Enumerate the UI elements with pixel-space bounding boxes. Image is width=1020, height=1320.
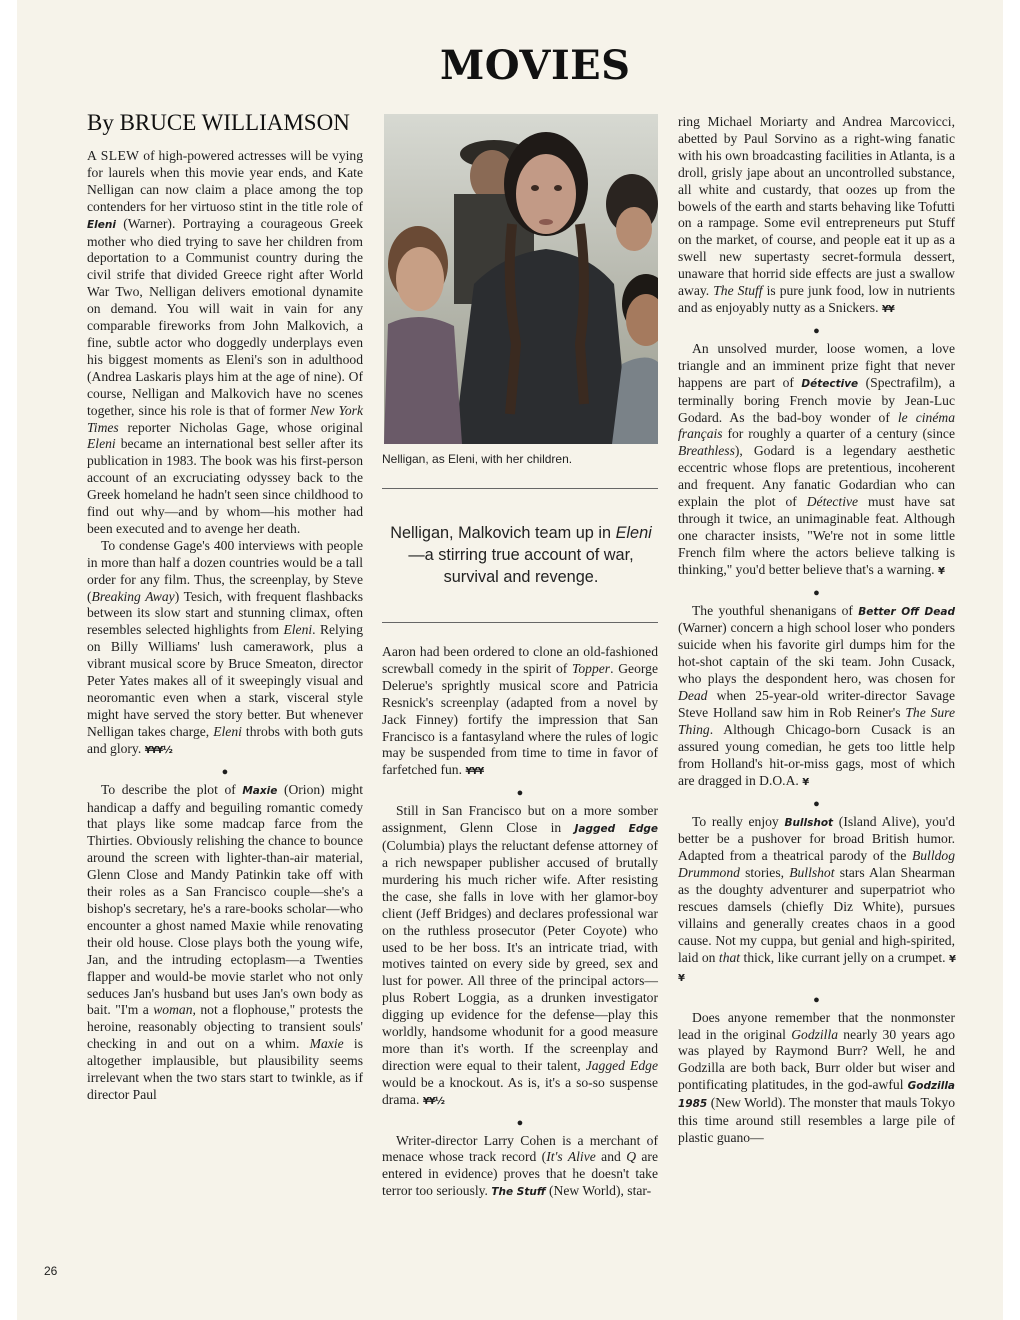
film-still-photo bbox=[384, 114, 658, 444]
paragraph-the-stuff-cont: ring Michael Moriarty and Andrea Marcovicci, abetted by Paul Sorvino as a right-wing fanatic with his own broadcasting facilities in Atlanta, is a droll, grisly jape about an uncontrolled substance, all white and custardy, that oozes up from the bowels of the earth and starts behaving like Tofutti on a rampage. Some evil entrepreneurs put Stuff on the market, of course, and people eat it up as a swell new supertasty secret-formula dessert, unaware that horrid side effects are just a swallow away. The Stuff is pure junk food, low in nutrients and as enjoyably nutty as a Snickers. ¥¥ bbox=[678, 114, 955, 315]
paragraph-the-stuff: Writer-director Larry Cohen is a merchant of menace whose track record (It's Alive and Q are entered in evidence) proves that he doesn't take terror too seriously. The Stuff (New World), star- bbox=[382, 1132, 658, 1199]
rating-icon: ¥ bbox=[937, 565, 944, 577]
byline: By BRUCE WILLIAMSON bbox=[87, 110, 350, 135]
section-header: MOVIES bbox=[440, 42, 631, 89]
paragraph-jagged-edge: Still in San Francisco but on a more somber assignment, Glenn Close in Jagged Edge (Columbia) plays the reluctant defense attorney of a rich newspaper publisher accused of brutally murdering his much richer wife. After resisting the case, she falls in love with her glamor-boy client (Jeff Bridges) and declares professional war on the ruthless prosecutor (Peter Coyote) who used to be her boss. It's an intricate triad, with motives tainted on every side by greed, sex and lust for power. All three of the principal actors—plus Robert Loggia, as a drunken investigator digging up evidence for the defense—play this worldly, handsome whodunit for a good measure more than it's worth. If the screenplay and direction were equal to their talent, Jagged Edge would be a knockout. As is, it's a so-so suspense drama. ¥¥½ bbox=[382, 803, 658, 1107]
rating-icon: ¥¥½ bbox=[422, 1095, 445, 1107]
column-3 bbox=[678, 114, 955, 1147]
paragraph-maxie-cont: Aaron had been ordered to clone an old-fashioned screwball comedy in the spirit of Topper. George Delerue's sprightly musical score and Patricia Resnick's screenplay (adapted from a novel by Jack Finney) fortify the impression that San Francisco is a fantasyland where the rules of logic may be suspended from time to time in favor of farfetched fun. ¥¥¥ bbox=[382, 644, 658, 778]
paragraph-eleni: A SLEW of high-powered actresses will be vying for laurels when this movie year ends, and Kate Nelligan can now claim a place among the top contenders for her virtuoso stint in the title role of Eleni (Warner). Portraying a courageous Greek mother who died trying to save her children from deportation to a Communist country during the civil strife that divided Greece right after World War Two, Nelligan delivers emotional dynamite on demand. You will wait in vain for any comparable fireworks from John Malkovich, a fine, subtle actor who doggedly underplays even his biggest moments as Eleni's son in adulthood (Andrea Laskaris plays him at the age of nine). Of course, Nelligan and Malkovich have no scenes together, since his role is that of former New York Times reporter Nicholas Gage, whose original Eleni became an international best seller after its publication in 1983. The book was his first-person account of an excruciating odyssey back to the Greek homeland he hadn't seen since childhood to find out why—and by whom—his mother had been executed and to avenge her death. bbox=[87, 148, 363, 536]
section-separator: ● bbox=[813, 797, 820, 810]
film-still-illustration bbox=[384, 114, 658, 444]
rating-icon: ¥¥¥½ bbox=[144, 744, 172, 756]
column-2 bbox=[382, 644, 658, 1201]
paragraph-bullshot: To really enjoy Bullshot (Island Alive), you'd better be a pushover for broad British humor. Adapted from a theatrical parody of the Bulldog Drummond stories, Bullshot stars Alan Shearman as the doughty adventurer and superpatriot who rescues damsels (chiefly Diz White), pursues villains and generally creates chaos in a good cause. Not my cuppa, but genial and high-spirited, laid on that thick, like currant jelly on a crumpet. ¥¥ bbox=[678, 813, 955, 984]
section-separator: ● bbox=[813, 324, 820, 337]
photo-caption: Nelligan, as Eleni, with her children. bbox=[382, 452, 573, 466]
pullquote-rule-bottom bbox=[382, 622, 658, 623]
pullquote: Nelligan, Malkovich team up in Eleni—a stirring true account of war, survival and revenge. bbox=[390, 524, 652, 586]
pullquote-rule-top bbox=[382, 488, 658, 489]
rating-icon: ¥¥¥ bbox=[465, 766, 484, 778]
paragraph-godzilla: Does anyone remember that the nonmonster lead in the original Godzilla nearly 30 years ago was played by Raymond Burr? Well, he and Godzilla are both back, Burr older but wiser and pontificating platitudes, in the god-awful Godzilla 1985 (New World). The monster that mauls Tokyo this time around still resembles a large pile of plastic guano— bbox=[678, 1009, 955, 1145]
section-separator: ● bbox=[516, 787, 524, 800]
section-separator: ● bbox=[516, 1116, 524, 1129]
paragraph-detective: An unsolved murder, loose women, a love triangle and an imminent prize fight that never happens are part of Détective (Spectrafilm), a terminally boring French movie by Jean-Luc Godard. As the bad-boy wonder of le cinéma français for roughly a quarter of a century (since Breathless), Godard is a legendary aesthetic eccentric whose flops are pretentious, incoherent and frequent. Any fanatic Godardian who can explain the plot of Détective must have sat through it twice, an unimaginable feat. Although one character insists, "We're not in some little French film where the actors believe talking is thinking," you'd better believe that's a warning. ¥ bbox=[678, 340, 955, 577]
page-number: 26 bbox=[44, 1264, 58, 1278]
rating-icon: ¥¥ bbox=[678, 953, 955, 984]
paragraph-better-off-dead: The youthful shenanigans of Better Off Dead (Warner) concern a high school loser who ponders suicide when his favorite girl dumps him for the hot-shot captain of the ski team. John Cusack, who plays the despondent hero, was chosen for Dead when 25-year-old writer-director Savage Steve Holland saw him in Rob Reiner's The Sure Thing. Although Chicago-born Cusack is an assured young comedian, he gets too little help from Holland's hit-or-miss gags, most of which are dragged in D.O.A. ¥ bbox=[678, 602, 956, 788]
paragraph-eleni-2: To condense Gage's 400 interviews with people in more than half a dozen countries would be a tall order for any film. Thus, the screenplay, by Steve (Breaking Away) Tesich, with frequent flashbacks between its slow start and stunning climax, often resembles selected highlights from Eleni. Relying on Billy Williams' lush camerawork, plus a vibrant musical score by Bruce Smeaton, director Peter Yates makes all of it sweepingly visual and neoromantic even when a stark, visceral style might have served the story better. But whenever Nelligan takes charge, Eleni throbs with both guts and glory. ¥¥¥½ bbox=[87, 537, 363, 756]
paragraph-maxie: To describe the plot of Maxie (Orion) might handicap a daffy and beguiling romantic comedy that plays like some madcap farce from the Thirties. Obviously relishing the chance to bounce around the screen with lighter-than-air material, Glenn Close and Mandy Patinkin take off with their roles as a San Francisco couple—she's a bishop's secretary, he's a rare-books scholar—who encounter a ghost named Maxie while renovating their old house. Close plays both the young wife, Jan, and the intruding ectoplasm—a Twenties flapper and would-be movie starlet who not only seduces Jan's husband but uses Jan's own body as bait. "I'm a woman, not a flophouse," protests the heroine, reasonably objecting to transient souls' checking in and out on a whim. Maxie is altogether implausible, but plausibility seems irrelevant when the two stars start to twinkle, as if director Paul bbox=[87, 781, 363, 1102]
section-separator: ● bbox=[813, 993, 820, 1006]
column-1 bbox=[87, 148, 363, 1104]
rating-icon: ¥ bbox=[802, 776, 809, 788]
section-separator: ● bbox=[813, 586, 820, 599]
rating-icon: ¥¥ bbox=[881, 303, 894, 315]
section-separator: ● bbox=[221, 765, 229, 778]
